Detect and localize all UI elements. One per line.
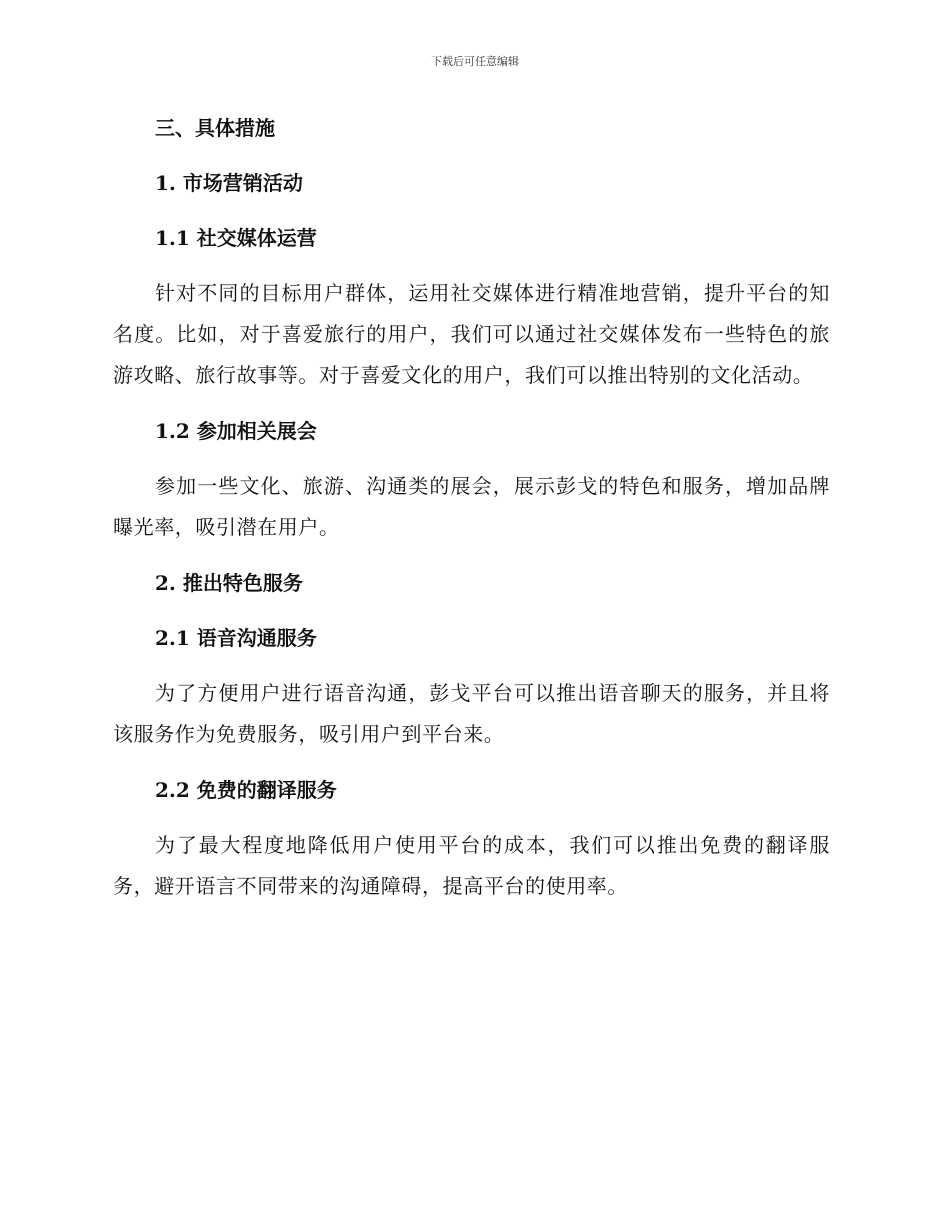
subsection-title-2-1: 2.1 语音沟通服务	[155, 626, 317, 650]
paragraph-2-2: 为了最大程度地降低用户使用平台的成本，我们可以推出免费的翻译服务，避开语言不同带来的沟通障碍，提高平台的使用率。	[113, 833, 830, 898]
document-body	[113, 108, 830, 922]
paragraph-2-1: 为了方便用户进行语音沟通，彭戈平台可以推出语音聊天的服务，并且将该服务作为免费服务，吸引用户到平台来。	[113, 681, 830, 746]
subsection-title-1-1: 1.1 社交媒体运营	[155, 226, 317, 250]
section-title: 三、具体措施	[155, 116, 275, 140]
subsection-title-2-2: 2.2 免费的翻译服务	[155, 778, 337, 802]
subsection-title-1: 1. 市场营销活动	[155, 171, 303, 195]
subsection-title-1-2: 1.2 参加相关展会	[155, 419, 317, 443]
subsection-title-2: 2. 推出特色服务	[155, 571, 303, 595]
paragraph-1-2: 参加一些文化、旅游、沟通类的展会，展示彭戈的特色和服务，增加品牌曝光率，吸引潜在用户。	[113, 474, 830, 539]
page-header: 下载后可任意编辑	[431, 55, 519, 68]
paragraph-1-1: 针对不同的目标用户群体，运用社交媒体进行精准地营销，提升平台的知名度。比如，对于喜爱旅行的用户，我们可以通过社交媒体发布一些特色的旅游攻略、旅行故事等。对于喜爱文化的用户，我们可以推出特别的文化活动。	[113, 281, 830, 387]
